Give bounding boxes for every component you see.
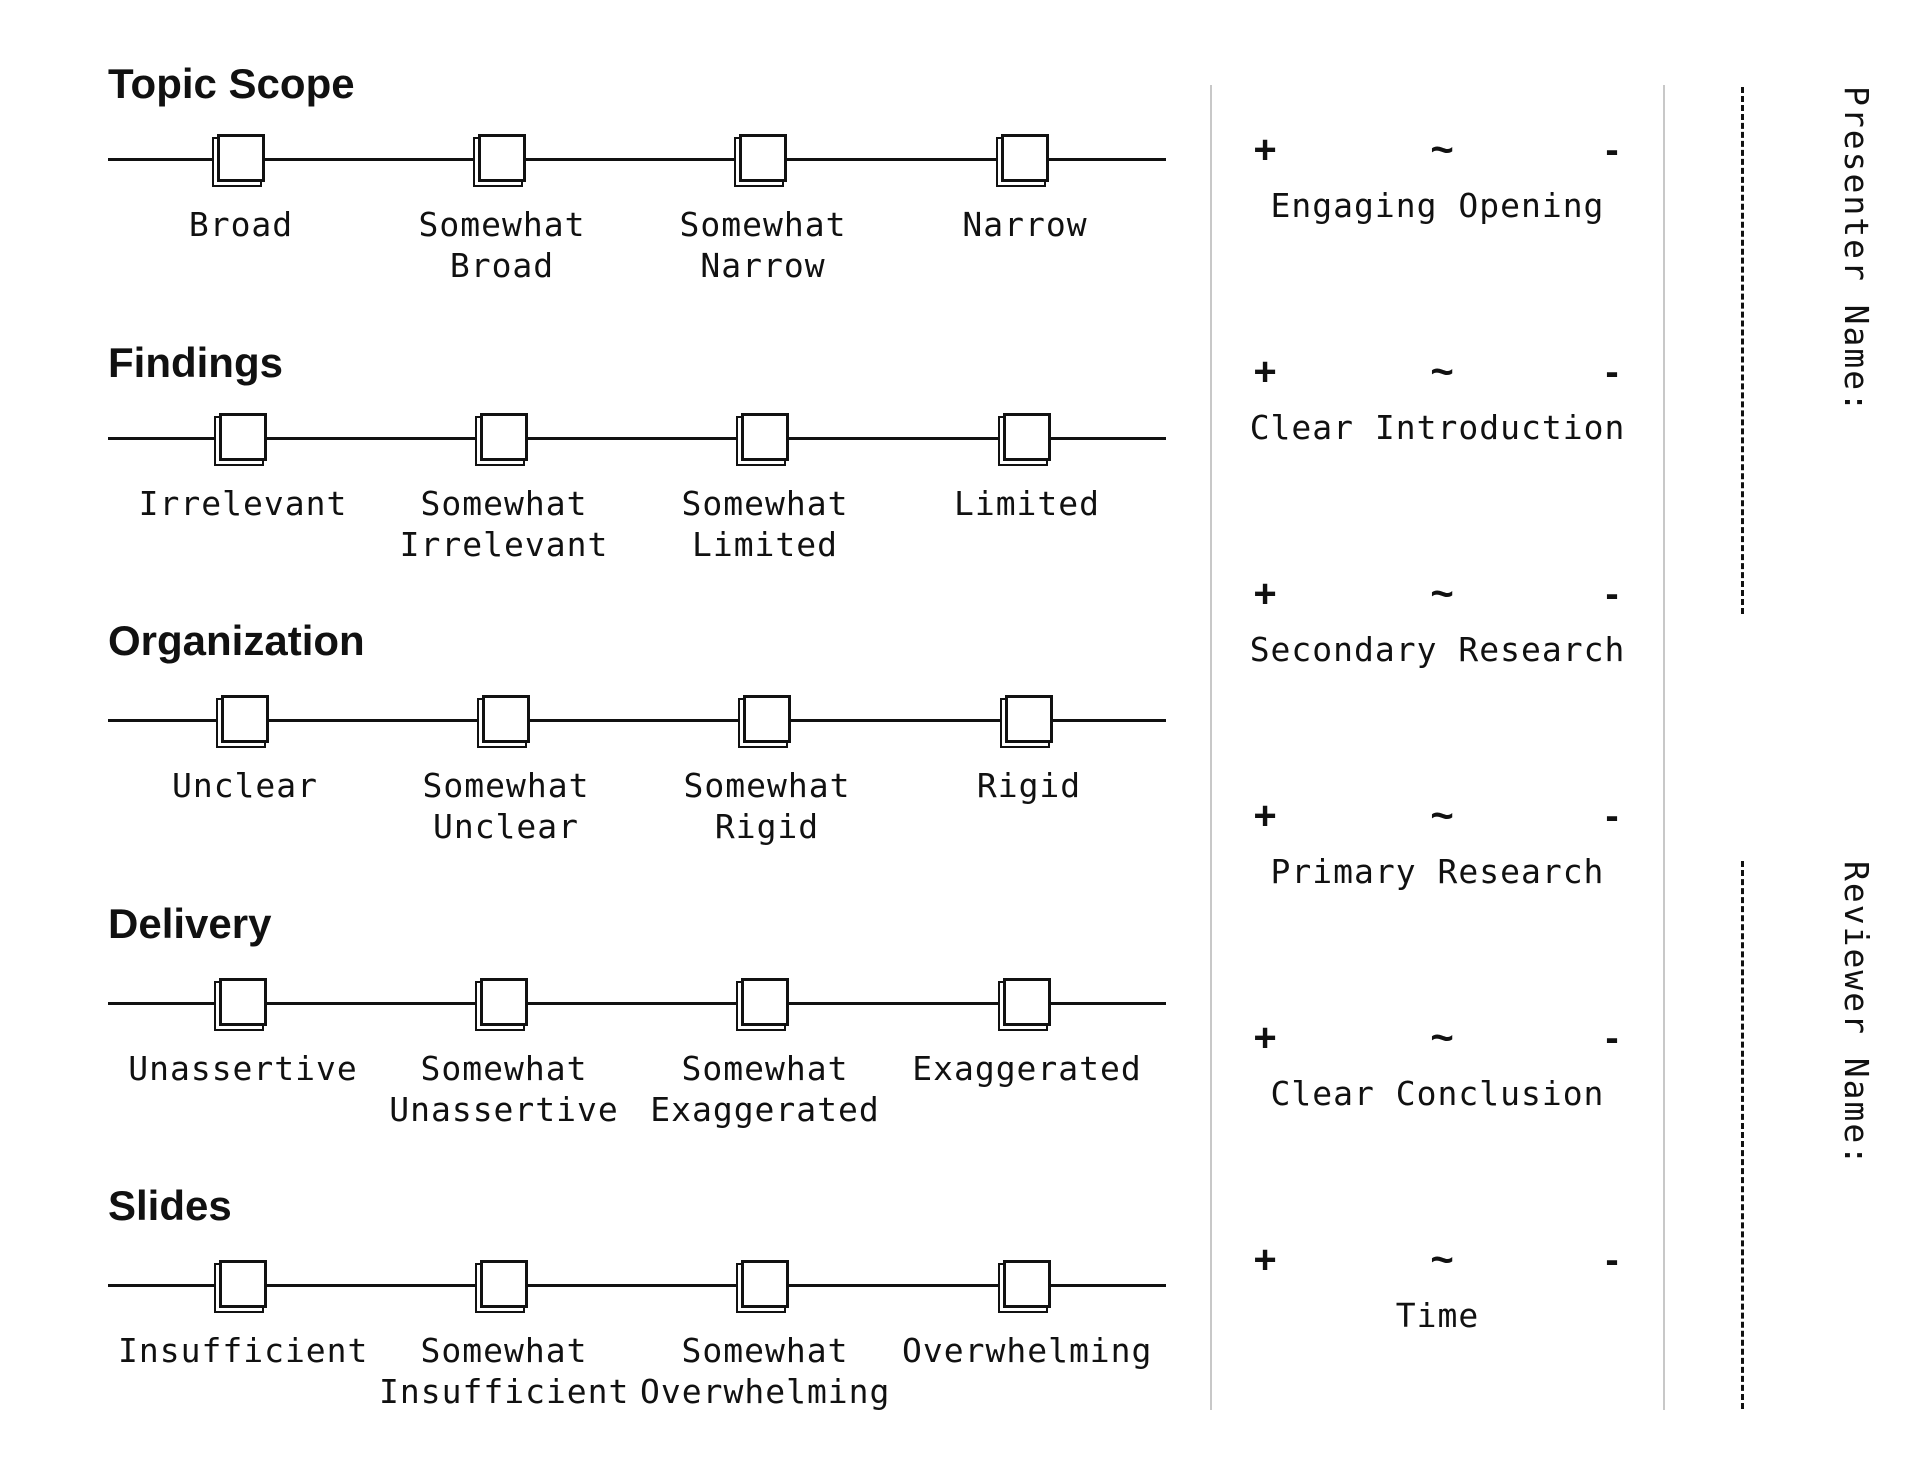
- scale-option[interactable]: [118, 413, 368, 524]
- scale-option[interactable]: [904, 695, 1154, 806]
- scale-option[interactable]: [379, 413, 629, 565]
- reviewer-name-label: Reviewer Name:: [1837, 861, 1876, 1168]
- option-label: Overwhelming: [902, 1331, 1153, 1370]
- rating-marks: [1215, 1016, 1660, 1060]
- checkbox[interactable]: [743, 695, 791, 743]
- option-label: Unclear: [171, 766, 319, 805]
- criterion-label: Engaging Opening: [1270, 186, 1605, 225]
- scale-title: Delivery: [108, 900, 272, 947]
- scale-option[interactable]: [902, 1260, 1152, 1371]
- tilde-mark[interactable]: ~: [1430, 350, 1454, 394]
- scale-option[interactable]: [377, 134, 627, 286]
- scale-option[interactable]: [120, 695, 370, 806]
- scale-option[interactable]: [118, 978, 368, 1089]
- option-label: Somewhat Irrelevant: [399, 484, 609, 564]
- scale-option[interactable]: [902, 413, 1152, 524]
- rating-marks: [1215, 1238, 1660, 1282]
- criterion-label: Clear Conclusion: [1270, 1074, 1605, 1113]
- minus-mark[interactable]: -: [1605, 128, 1619, 172]
- checkbox[interactable]: [478, 134, 526, 182]
- checkbox[interactable]: [741, 413, 789, 461]
- checkbox[interactable]: [1001, 134, 1049, 182]
- plus-mark[interactable]: +: [1253, 794, 1277, 838]
- minus-mark[interactable]: -: [1605, 1016, 1619, 1060]
- option-label: Insufficient: [118, 1331, 369, 1370]
- plus-mark[interactable]: +: [1253, 1016, 1277, 1060]
- scale-option[interactable]: [379, 978, 629, 1130]
- criterion-time: [1215, 1238, 1660, 1336]
- option-label: Somewhat Rigid: [683, 766, 851, 846]
- checkbox[interactable]: [480, 1260, 528, 1308]
- criterion-clear-introduction: [1215, 350, 1660, 448]
- tilde-mark[interactable]: ~: [1430, 572, 1454, 616]
- criterion-label: Time: [1395, 1296, 1480, 1335]
- tilde-mark[interactable]: ~: [1430, 1016, 1454, 1060]
- plus-mark[interactable]: +: [1253, 1238, 1277, 1282]
- option-label: Somewhat Insufficient: [379, 1331, 630, 1411]
- checkbox[interactable]: [219, 413, 267, 461]
- criterion-label: Clear Introduction: [1249, 408, 1626, 447]
- option-label: Somewhat Unclear: [422, 766, 590, 846]
- scale-title: Organization: [108, 617, 365, 664]
- plus-mark[interactable]: +: [1253, 350, 1277, 394]
- option-label: Unassertive: [128, 1049, 358, 1088]
- option-label: Somewhat Exaggerated: [650, 1049, 880, 1129]
- tilde-mark[interactable]: ~: [1430, 128, 1454, 172]
- scale-option[interactable]: [642, 695, 892, 847]
- checkbox[interactable]: [1005, 695, 1053, 743]
- presenter-name-label: Presenter Name:: [1837, 86, 1876, 415]
- rating-marks: [1215, 572, 1660, 616]
- criterion-label: Secondary Research: [1249, 630, 1626, 669]
- checkbox[interactable]: [741, 1260, 789, 1308]
- scale-option[interactable]: [116, 134, 366, 245]
- checkbox[interactable]: [1003, 413, 1051, 461]
- scale-title: Topic Scope: [108, 60, 355, 107]
- option-label: Somewhat Broad: [418, 205, 586, 285]
- scale-option[interactable]: [118, 1260, 368, 1371]
- option-label: Broad: [188, 205, 294, 244]
- scale-option[interactable]: [900, 134, 1150, 245]
- checkbox[interactable]: [219, 978, 267, 1026]
- scale-option[interactable]: [638, 134, 888, 286]
- tilde-mark[interactable]: ~: [1430, 794, 1454, 838]
- scale-option[interactable]: [381, 695, 631, 847]
- rating-marks: [1215, 128, 1660, 172]
- scale-option[interactable]: [640, 1260, 890, 1412]
- option-label: Somewhat Overwhelming: [640, 1331, 891, 1411]
- checkbox[interactable]: [221, 695, 269, 743]
- plus-mark[interactable]: +: [1253, 572, 1277, 616]
- scale-option[interactable]: [902, 978, 1152, 1089]
- checkbox[interactable]: [741, 978, 789, 1026]
- checkbox[interactable]: [1003, 1260, 1051, 1308]
- option-label: Somewhat Unassertive: [389, 1049, 619, 1129]
- criterion-label: Primary Research: [1270, 852, 1605, 891]
- scale-title: Findings: [108, 339, 283, 386]
- minus-mark[interactable]: -: [1605, 572, 1619, 616]
- option-label: Irrelevant: [138, 484, 348, 523]
- scale-option[interactable]: [640, 978, 890, 1130]
- reviewer-name-line[interactable]: [1741, 861, 1744, 1409]
- minus-mark[interactable]: -: [1605, 350, 1619, 394]
- option-label: Somewhat Limited: [681, 484, 849, 564]
- checkbox[interactable]: [480, 978, 528, 1026]
- criterion-secondary-research: [1215, 572, 1660, 670]
- option-label: Exaggerated: [912, 1049, 1142, 1088]
- option-label: Limited: [953, 484, 1101, 523]
- scale-option[interactable]: [640, 413, 890, 565]
- criterion-clear-conclusion: [1215, 1016, 1660, 1114]
- scale-option[interactable]: [379, 1260, 629, 1412]
- rating-marks: [1215, 794, 1660, 838]
- tilde-mark[interactable]: ~: [1430, 1238, 1454, 1282]
- checkbox[interactable]: [217, 134, 265, 182]
- option-label: Narrow: [962, 205, 1088, 244]
- checkbox[interactable]: [1003, 978, 1051, 1026]
- checkbox[interactable]: [219, 1260, 267, 1308]
- column-divider: [1663, 85, 1665, 1410]
- option-label: Rigid: [976, 766, 1082, 805]
- scale-title: Slides: [108, 1182, 232, 1229]
- checkbox[interactable]: [482, 695, 530, 743]
- plus-mark[interactable]: +: [1253, 128, 1277, 172]
- minus-mark[interactable]: -: [1605, 1238, 1619, 1282]
- criterion-engaging-opening: [1215, 128, 1660, 226]
- column-divider: [1210, 85, 1212, 1410]
- presenter-name-line[interactable]: [1741, 87, 1744, 614]
- minus-mark[interactable]: -: [1605, 794, 1619, 838]
- criterion-primary-research: [1215, 794, 1660, 892]
- rating-marks: [1215, 350, 1660, 394]
- checkbox[interactable]: [739, 134, 787, 182]
- checkbox[interactable]: [480, 413, 528, 461]
- option-label: Somewhat Narrow: [679, 205, 847, 285]
